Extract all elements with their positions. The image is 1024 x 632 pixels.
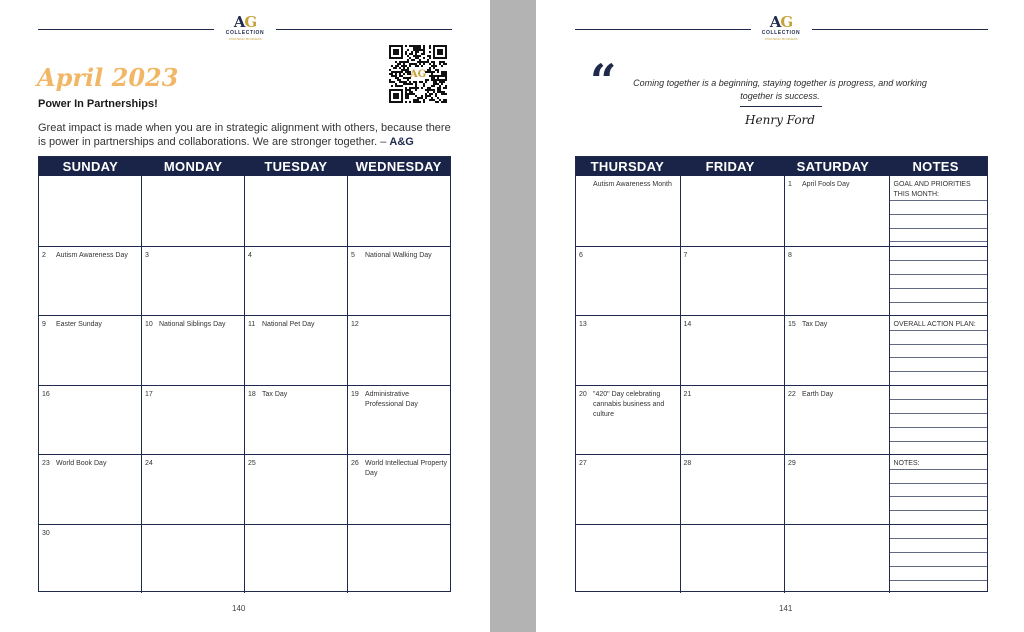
- day-cell[interactable]: [680, 455, 785, 524]
- notes-cell[interactable]: [889, 386, 988, 455]
- week-row: [39, 315, 450, 385]
- logo-mark: AG: [769, 13, 793, 31]
- day-event: [159, 180, 241, 242]
- day-number: 16: [42, 390, 50, 398]
- day-number: [684, 180, 698, 242]
- day-cell[interactable]: [680, 525, 785, 594]
- day-cell[interactable]: [576, 176, 680, 246]
- day-number: [579, 180, 593, 242]
- notes-rule: [890, 552, 988, 553]
- day-cell[interactable]: [347, 386, 450, 455]
- page-number: 140: [232, 604, 246, 613]
- day-event: World Book Day: [56, 460, 107, 467]
- brand-logo: [756, 14, 806, 41]
- week-row: [39, 246, 450, 316]
- day-cell[interactable]: [680, 386, 785, 455]
- theme-signature: A&G: [389, 136, 414, 148]
- day-event: National Walking Day: [365, 251, 432, 259]
- notes-cell[interactable]: [889, 455, 988, 524]
- day-cell[interactable]: [680, 316, 785, 385]
- day-event: [56, 180, 138, 242]
- day-cell[interactable]: [141, 247, 244, 316]
- day-event: [802, 529, 886, 590]
- month-title: April 2023: [37, 63, 179, 92]
- calendar-body: [576, 176, 987, 593]
- day-cell[interactable]: [39, 386, 141, 455]
- notes-cell[interactable]: [889, 176, 988, 246]
- notes-label: OVERALL ACTION PLAN:: [893, 321, 976, 328]
- day-event: Easter Sunday: [56, 321, 102, 328]
- day-cell[interactable]: [347, 176, 450, 246]
- day-cell[interactable]: [141, 525, 244, 594]
- calendar-right: [575, 156, 988, 592]
- day-event: [262, 180, 344, 242]
- day-event: "420" Day celebrating cannabis business and culture: [593, 390, 665, 418]
- day-cell[interactable]: [39, 525, 141, 594]
- day-number: 5: [351, 251, 355, 259]
- svg-text:AG: AG: [409, 69, 427, 80]
- day-cell[interactable]: [141, 176, 244, 246]
- logo-text: COLLECTION: [761, 30, 801, 36]
- weekday-label: SATURDAY: [796, 159, 870, 174]
- weekday-label: FRIDAY: [705, 159, 755, 174]
- day-cell[interactable]: [576, 386, 680, 455]
- day-event: National Siblings Day: [159, 321, 226, 328]
- day-event: [593, 459, 677, 520]
- day-event: April Fools Day: [802, 181, 850, 188]
- day-cell[interactable]: [39, 316, 141, 385]
- week-row: [576, 454, 987, 524]
- notes-rule: [890, 214, 988, 215]
- day-cell[interactable]: [576, 316, 680, 385]
- notes-rule: [890, 566, 988, 567]
- day-number: [248, 529, 262, 590]
- day-event: [56, 529, 138, 590]
- day-event: [698, 180, 782, 242]
- weekday-header: [39, 157, 450, 176]
- day-event: [159, 529, 241, 590]
- day-number: 23: [42, 460, 50, 467]
- page-number: 141: [779, 604, 793, 613]
- notes-rule: [890, 441, 988, 442]
- quote-author-signature: Henry Ford: [745, 113, 815, 127]
- week-row: [39, 524, 450, 594]
- day-cell[interactable]: [39, 247, 141, 316]
- day-cell[interactable]: [784, 247, 889, 316]
- quote-mark-icon: “: [590, 54, 617, 108]
- day-number: [351, 180, 365, 242]
- notes-cell[interactable]: [889, 525, 988, 594]
- day-number: 22: [788, 390, 796, 398]
- weekday-label: MONDAY: [163, 159, 223, 174]
- week-row: [39, 176, 450, 246]
- weekday-label: SUNDAY: [62, 159, 119, 174]
- day-cell[interactable]: [680, 247, 785, 316]
- day-event: [593, 320, 677, 381]
- day-number: 10: [145, 321, 153, 328]
- day-number: 6: [579, 251, 583, 259]
- day-event: [159, 390, 241, 451]
- notes-rule: [890, 371, 988, 372]
- week-row: [576, 524, 987, 594]
- logo-subtext: STRATEGIC BUSINESS: [228, 37, 262, 41]
- notes-label: NOTES:: [893, 460, 920, 467]
- header-rule-right: [276, 29, 452, 30]
- day-number: 9: [42, 321, 46, 328]
- day-cell[interactable]: [347, 525, 450, 594]
- day-number: 28: [683, 460, 692, 467]
- day-number: 15: [788, 321, 796, 328]
- day-event: Autism Awareness Day: [56, 251, 128, 259]
- day-number: [788, 529, 802, 590]
- day-number: [145, 529, 159, 590]
- day-event: Tax Day: [802, 321, 828, 328]
- notes-rule: [890, 413, 988, 414]
- day-number: 12: [351, 321, 359, 328]
- notes-label: GOAL AND PRIORITIES THIS MONTH:: [893, 181, 971, 198]
- day-event: [802, 251, 886, 312]
- day-cell[interactable]: [244, 525, 347, 594]
- notes-rule: [890, 510, 988, 511]
- day-cell[interactable]: [347, 247, 450, 316]
- notes-rule: [890, 228, 988, 229]
- weekday-label: TUESDAY: [264, 159, 328, 174]
- notes-rule: [890, 496, 988, 497]
- day-event: [159, 459, 241, 520]
- day-event: [698, 390, 782, 451]
- week-row: [576, 246, 987, 316]
- notes-rule: [890, 399, 988, 400]
- day-number: 8: [788, 251, 792, 259]
- day-cell[interactable]: [784, 316, 889, 385]
- day-event: [159, 251, 241, 312]
- header-rule-left: [575, 29, 751, 30]
- logo-mark: AG: [233, 13, 257, 31]
- theme-text: [38, 121, 453, 149]
- day-number: 3: [145, 251, 149, 259]
- notes-rule: [890, 580, 988, 581]
- notes-rule: [890, 483, 988, 484]
- day-cell[interactable]: [244, 316, 347, 385]
- day-cell[interactable]: [244, 386, 347, 455]
- calendar-left: [38, 156, 451, 592]
- header-rule-right: [812, 29, 988, 30]
- weekday-label: WEDNESDAY: [355, 159, 442, 174]
- day-event: World Intellectual Property Day: [365, 460, 447, 477]
- day-cell[interactable]: [784, 455, 889, 524]
- day-cell[interactable]: [141, 386, 244, 455]
- notes-rule: [890, 288, 988, 289]
- day-event: Earth Day: [802, 390, 834, 398]
- day-event: National Pet Day: [262, 321, 315, 328]
- qr-code-icon[interactable]: [389, 45, 447, 103]
- day-cell[interactable]: [141, 316, 244, 385]
- week-row: [576, 385, 987, 455]
- notes-rule: [890, 260, 988, 261]
- day-number: 11: [248, 321, 256, 328]
- day-number: 14: [683, 321, 692, 328]
- day-number: 7: [683, 251, 688, 259]
- theme-body: Great impact is made when you are in strategic alignment with others, because there is power in partnerships and collaborations. We are stronger together. –: [38, 122, 451, 148]
- header-rule-left: [38, 29, 214, 30]
- notes-rule: [890, 200, 988, 201]
- day-number: 19: [351, 390, 359, 398]
- day-cell[interactable]: [680, 176, 785, 246]
- day-number: 2: [42, 251, 46, 259]
- day-number: [684, 529, 698, 590]
- week-row: [39, 385, 450, 455]
- day-cell[interactable]: [784, 525, 889, 594]
- day-event: [262, 459, 344, 520]
- notes-rule: [890, 357, 988, 358]
- week-row: [576, 176, 987, 246]
- day-cell[interactable]: [576, 455, 680, 524]
- calendar-body: [39, 176, 450, 593]
- quote-text: Coming together is a beginning, staying together is progress, and working together is success.: [633, 78, 927, 101]
- day-cell[interactable]: [244, 247, 347, 316]
- day-number: 13: [579, 321, 587, 328]
- day-event: Tax Day: [262, 390, 288, 398]
- day-cell[interactable]: [347, 455, 450, 524]
- day-number: [145, 180, 159, 242]
- notes-rule: [890, 469, 988, 470]
- notes-rule: [890, 538, 988, 539]
- day-cell[interactable]: [784, 176, 889, 246]
- notes-cell[interactable]: [889, 247, 988, 316]
- day-cell[interactable]: [39, 455, 141, 524]
- day-event: [262, 529, 344, 590]
- logo-subtext: STRATEGIC BUSINESS: [764, 37, 798, 41]
- notes-rule: [890, 274, 988, 275]
- day-number: 17: [145, 390, 153, 398]
- notes-cell[interactable]: [889, 316, 988, 385]
- notes-rule: [890, 241, 988, 242]
- day-cell[interactable]: [244, 455, 347, 524]
- day-number: [579, 529, 593, 590]
- day-cell[interactable]: [784, 386, 889, 455]
- day-number: [42, 180, 56, 242]
- day-event: [365, 529, 447, 590]
- day-cell[interactable]: [141, 455, 244, 524]
- weekday-label: THURSDAY: [590, 159, 665, 174]
- notes-rule: [890, 344, 988, 345]
- day-cell[interactable]: [39, 176, 141, 246]
- day-event: [262, 251, 344, 312]
- weekday-label: NOTES: [912, 159, 959, 174]
- day-cell[interactable]: [576, 525, 680, 594]
- quote-divider: [740, 106, 822, 107]
- day-cell[interactable]: [347, 316, 450, 385]
- day-number: [248, 180, 262, 242]
- day-cell[interactable]: [576, 247, 680, 316]
- day-number: 20: [579, 390, 587, 398]
- notes-rule: [890, 302, 988, 303]
- day-number: 18: [248, 390, 256, 398]
- day-cell[interactable]: [244, 176, 347, 246]
- day-number: 4: [248, 251, 252, 259]
- day-number: 1: [788, 181, 792, 188]
- brand-logo: [220, 14, 270, 41]
- logo-text: COLLECTION: [225, 30, 265, 36]
- day-event: [698, 459, 782, 520]
- day-event: [365, 320, 447, 381]
- day-number: 24: [145, 460, 153, 467]
- day-event: [593, 251, 677, 312]
- notes-rule: [890, 427, 988, 428]
- weekday-header: [576, 157, 987, 176]
- day-number: 27: [579, 460, 587, 467]
- notes-rule: [890, 330, 988, 331]
- day-number: 25: [248, 460, 256, 467]
- day-number: 29: [788, 460, 796, 467]
- day-number: [351, 529, 365, 590]
- day-event: [698, 529, 782, 590]
- theme-title: Power In Partnerships!: [38, 98, 158, 110]
- day-event: [593, 529, 677, 590]
- day-event: [698, 251, 782, 312]
- day-event: Administrative Professional Day: [365, 390, 418, 408]
- day-number: 26: [351, 460, 359, 467]
- day-event: [365, 180, 447, 242]
- day-number: 21: [683, 390, 692, 398]
- day-event: [698, 320, 782, 381]
- week-row: [576, 315, 987, 385]
- day-event: [56, 390, 138, 451]
- page-gutter: [490, 0, 536, 632]
- day-event: Autism Awareness Month: [593, 181, 672, 188]
- day-number: 30: [42, 529, 50, 537]
- week-row: [39, 454, 450, 524]
- day-event: [802, 459, 886, 520]
